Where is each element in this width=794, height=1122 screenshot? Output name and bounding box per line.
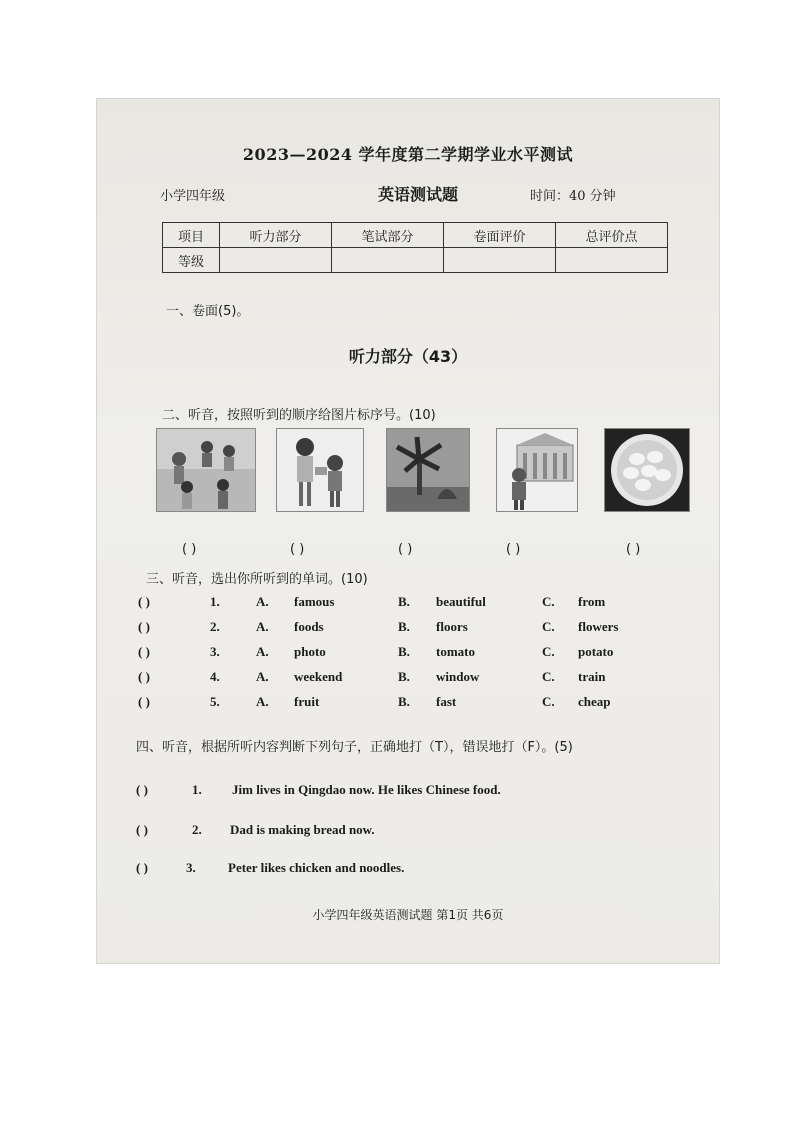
choice-question-row xyxy=(138,669,698,689)
score-header-written: 笔试部分 xyxy=(332,223,444,248)
option-b-word: tomato xyxy=(436,644,475,659)
tf-question-number: 2. xyxy=(192,822,202,837)
option-a-word: foods xyxy=(294,619,324,634)
palm-tree-picture xyxy=(386,428,470,512)
choice-question-row xyxy=(138,594,698,614)
exam-sheet xyxy=(96,98,720,964)
option-a-word: fruit xyxy=(294,694,320,709)
grade-label: 小学四年级 xyxy=(160,189,226,204)
option-a-letter: A. xyxy=(256,644,269,659)
option-c-word: train xyxy=(578,669,606,684)
people-outdoors-picture xyxy=(156,428,256,512)
choice-answer-bracket[interactable]: ( ) xyxy=(138,644,150,659)
choice-question-number: 3. xyxy=(210,644,220,659)
score-cell-total[interactable] xyxy=(555,248,667,273)
choice-answer-bracket[interactable]: ( ) xyxy=(138,694,150,709)
section-1-title: 一、卷面(5)。 xyxy=(166,304,250,319)
time-limit: 时间：40 分钟 xyxy=(530,189,616,204)
tf-question-number: 1. xyxy=(192,782,202,797)
option-b-letter: B. xyxy=(398,619,410,634)
page-footer: 小学四年级英语测试题 第1页 共6页 xyxy=(312,908,504,922)
exam-title: 2023—2024 学年度第二学期学业水平测试 xyxy=(242,145,574,164)
tf-question-text: Peter likes chicken and noodles. xyxy=(228,860,405,875)
choice-question-row xyxy=(138,644,698,664)
subject-title: 英语测试题 xyxy=(378,185,459,204)
section-4-title: 四、听音，根据所听内容判断下列句子，正确地打（T），错误地打（F）。(5) xyxy=(136,740,573,755)
picture-2-answer-bracket[interactable]: ( ) xyxy=(290,542,305,557)
man-at-building-picture xyxy=(496,428,578,512)
option-b-word: fast xyxy=(436,694,457,709)
score-header-listening: 听力部分 xyxy=(220,223,332,248)
option-b-letter: B. xyxy=(398,594,410,609)
option-b-word: floors xyxy=(436,619,468,634)
tf-answer-bracket[interactable]: ( ) xyxy=(136,860,148,875)
option-c-letter: C. xyxy=(542,694,555,709)
option-c-letter: C. xyxy=(542,644,555,659)
option-a-letter: A. xyxy=(256,594,269,609)
tf-question-number: 3. xyxy=(186,860,196,875)
option-a-word: weekend xyxy=(294,669,343,684)
picture-3-answer-bracket[interactable]: ( ) xyxy=(398,542,413,557)
option-c-word: from xyxy=(578,594,606,609)
picture-5-answer-bracket[interactable]: ( ) xyxy=(626,542,641,557)
tf-question-text: Dad is making bread now. xyxy=(230,822,375,837)
option-b-word: window xyxy=(436,669,480,684)
option-a-word: famous xyxy=(294,594,335,609)
choice-question-number: 4. xyxy=(210,669,220,684)
option-b-letter: B. xyxy=(398,669,410,684)
score-table-grade-row xyxy=(163,248,668,273)
score-cell-listening[interactable] xyxy=(220,248,332,273)
picture-1-answer-bracket[interactable]: ( ) xyxy=(182,542,197,557)
listening-part-title: 听力部分（43） xyxy=(348,347,468,366)
section-3-title: 三、听音，选出你所听到的单词。(10) xyxy=(146,572,368,587)
option-c-letter: C. xyxy=(542,669,555,684)
choice-answer-bracket[interactable]: ( ) xyxy=(138,619,150,634)
score-cell-neatness[interactable] xyxy=(444,248,556,273)
choice-answer-bracket[interactable]: ( ) xyxy=(138,594,150,609)
score-row-label: 等级 xyxy=(163,248,220,273)
option-a-letter: A. xyxy=(256,694,269,709)
score-header-item: 项目 xyxy=(163,223,220,248)
option-b-letter: B. xyxy=(398,694,410,709)
score-header-neatness: 卷面评价 xyxy=(444,223,556,248)
dumplings-plate-picture xyxy=(604,428,690,512)
tf-question-text: Jim lives in Qingdao now. He likes Chinese food. xyxy=(232,782,501,797)
choice-question-number: 1. xyxy=(210,594,220,609)
score-table xyxy=(162,222,668,273)
choice-question-row xyxy=(138,694,698,714)
choice-question-number: 2. xyxy=(210,619,220,634)
tf-answer-bracket[interactable]: ( ) xyxy=(136,822,148,837)
option-b-letter: B. xyxy=(398,644,410,659)
score-cell-written[interactable] xyxy=(332,248,444,273)
choice-answer-bracket[interactable]: ( ) xyxy=(138,669,150,684)
option-c-word: flowers xyxy=(578,619,619,634)
picture-4-answer-bracket[interactable]: ( ) xyxy=(506,542,521,557)
section-2-title: 二、听音，按照听到的顺序给图片标序号。(10) xyxy=(162,408,436,423)
option-c-letter: C. xyxy=(542,594,555,609)
option-c-word: cheap xyxy=(578,694,611,709)
tf-answer-bracket[interactable]: ( ) xyxy=(136,782,148,797)
option-c-word: potato xyxy=(578,644,614,659)
option-c-letter: C. xyxy=(542,619,555,634)
score-table-header-row xyxy=(163,223,668,248)
option-b-word: beautiful xyxy=(436,594,486,609)
score-header-total: 总评价点 xyxy=(555,223,667,248)
option-a-word: photo xyxy=(294,644,326,659)
choice-question-row xyxy=(138,619,698,639)
girl-and-boy-picture xyxy=(276,428,364,512)
option-a-letter: A. xyxy=(256,619,269,634)
option-a-letter: A. xyxy=(256,669,269,684)
choice-question-number: 5. xyxy=(210,694,220,709)
